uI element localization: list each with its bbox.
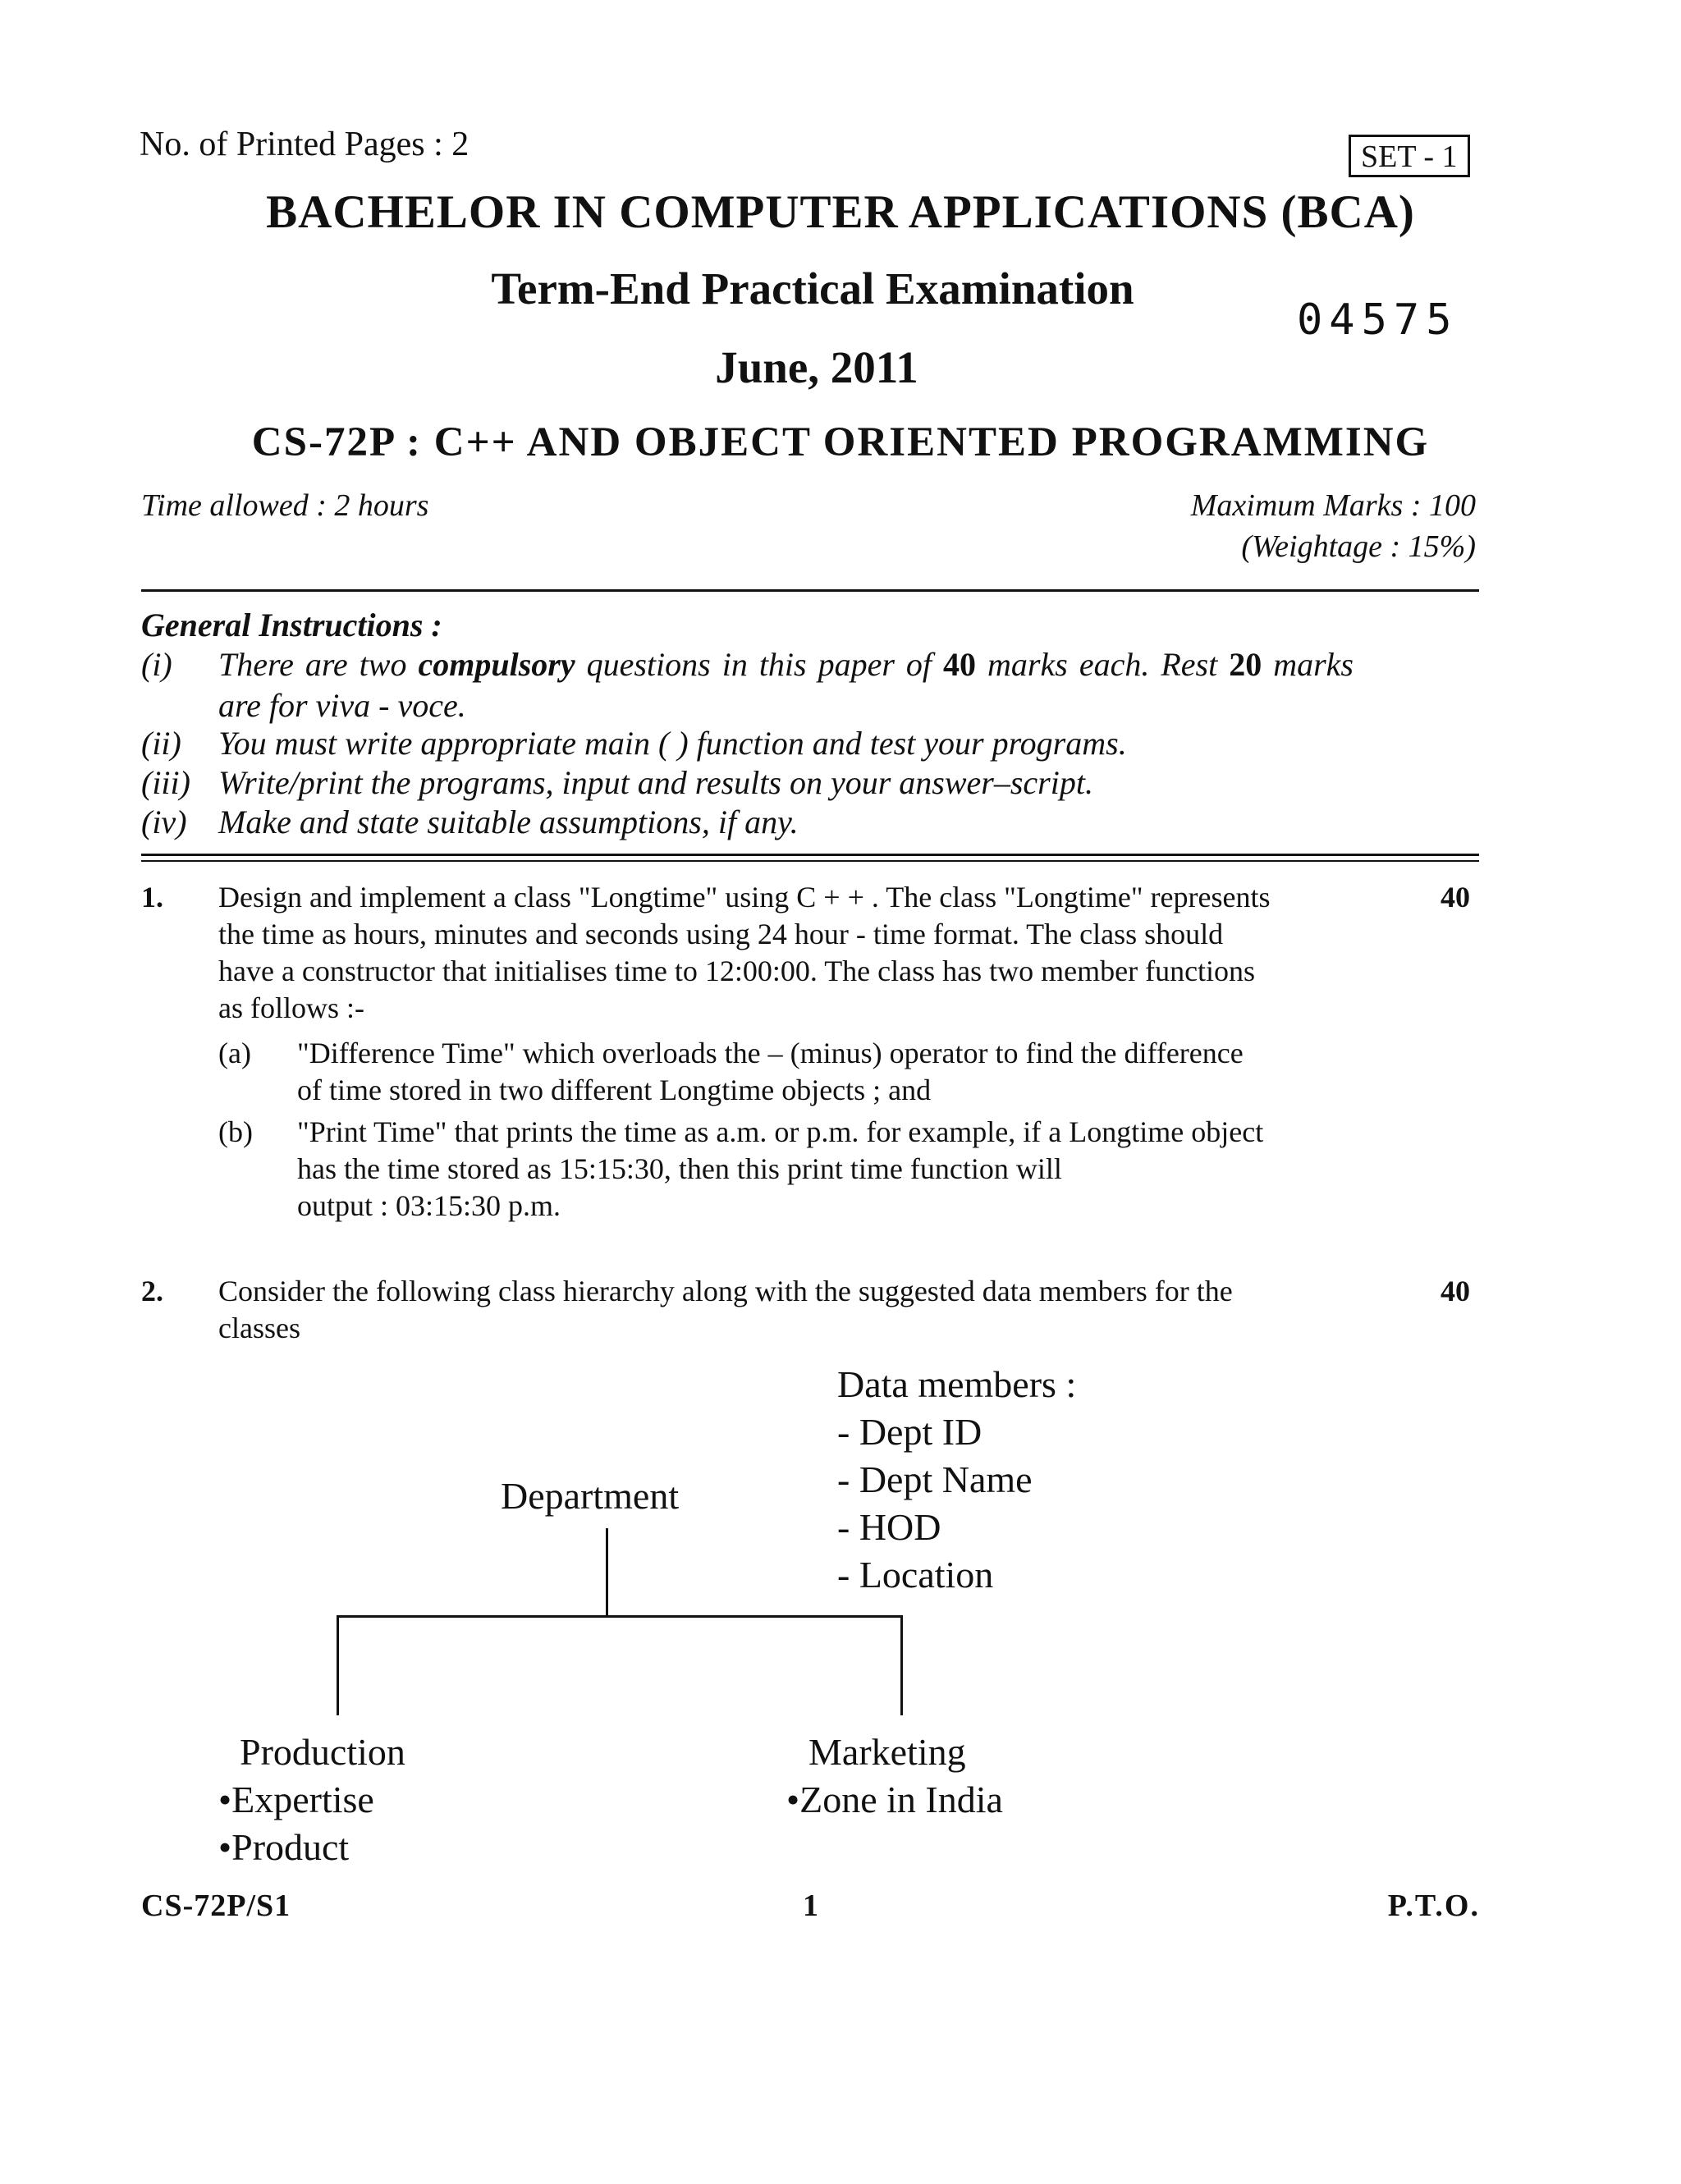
child-member-item: •Zone in India (786, 1779, 1003, 1820)
data-members-heading: Data members : (837, 1363, 1077, 1405)
connector-horizontal (337, 1615, 903, 1618)
question-line: the time as hours, minutes and seconds using 24 hour - time format. The class should (218, 918, 1224, 950)
instruction-number: (ii) (141, 725, 181, 762)
child-class-marketing: Marketing (808, 1731, 966, 1773)
part-line: "Print Time" that prints the time as a.m. or p.m. for example, if a Longtime object (297, 1115, 1264, 1148)
connector-root-vertical (606, 1528, 608, 1617)
question-line: Design and implement a class "Longtime" using C + + . The class "Longtime" represents (218, 881, 1271, 913)
part-line: has the time stored as 15:15:30, then this print time function will (297, 1152, 1062, 1185)
instruction-item: Write/print the programs, input and results on your answer–script. (218, 764, 1093, 801)
page-number: 1 (803, 1889, 818, 1923)
question-line: have a constructor that initialises time to 12:00:00. The class has two member functions (218, 955, 1256, 987)
instruction-text: marks each. Rest (976, 646, 1230, 683)
paper-code-number: 04575 (1297, 295, 1459, 345)
question-number: 2. (141, 1275, 163, 1307)
instruction-text: There are two (218, 646, 419, 683)
footer-code: CS-72P/S1 (141, 1889, 291, 1923)
child-class-production: Production (240, 1731, 405, 1773)
instruction-item (218, 645, 1354, 684)
part-label: (b) (218, 1115, 253, 1148)
instruction-text: marks (1262, 646, 1354, 683)
instruction-text: questions in this paper of (575, 646, 944, 683)
instruction-emphasis: 40 (943, 646, 977, 683)
divider-top (141, 589, 1479, 592)
question-number: 1. (141, 881, 163, 913)
maximum-marks: Maximum Marks : 100 (1190, 488, 1476, 523)
instruction-item: You must write appropriate main ( ) function and test your programs. (218, 725, 1127, 762)
instruction-emphasis: 20 (1229, 646, 1262, 683)
divider-double-bottom (141, 860, 1479, 862)
data-member-item: - HOD (837, 1506, 941, 1548)
instruction-number: (iv) (141, 804, 187, 840)
exam-title: Term-End Practical Examination (491, 263, 1134, 314)
child-member-item: •Expertise (218, 1779, 374, 1820)
connector-right-vertical (900, 1615, 903, 1715)
course-title: CS-72P : C++ AND OBJECT ORIENTED PROGRAMMING (251, 419, 1430, 465)
part-line: of time stored in two different Longtime objects ; and (297, 1074, 932, 1106)
part-label: (a) (218, 1037, 251, 1069)
question-line: as follows :- (218, 991, 364, 1024)
weightage: (Weightage : 15%) (1241, 529, 1476, 564)
question-line: classes (218, 1312, 300, 1344)
instruction-emphasis: compulsory (418, 646, 575, 683)
pto-label: P.T.O. (1387, 1889, 1480, 1923)
data-member-item: - Dept ID (837, 1411, 982, 1453)
instruction-item: Make and state suitable assumptions, if any. (218, 804, 799, 840)
part-line: output : 03:15:30 p.m. (297, 1189, 561, 1222)
printed-pages: No. of Printed Pages : 2 (140, 126, 469, 163)
question-marks: 40 (1441, 881, 1470, 913)
question-marks: 40 (1441, 1275, 1470, 1307)
data-member-item: - Dept Name (837, 1458, 1033, 1500)
divider-double-top (141, 854, 1479, 856)
instruction-number: (iii) (141, 764, 190, 801)
root-class-department: Department (501, 1475, 680, 1517)
instruction-continuation: are for viva - voce. (218, 687, 466, 724)
instructions-heading: General Instructions : (141, 607, 442, 643)
instruction-number: (i) (141, 646, 172, 683)
question-line: Consider the following class hierarchy along with the suggested data members for the (218, 1275, 1233, 1307)
exam-date: June, 2011 (715, 342, 918, 392)
program-title: BACHELOR IN COMPUTER APPLICATIONS (BCA) (266, 186, 1415, 238)
connector-left-vertical (337, 1615, 339, 1715)
time-allowed: Time allowed : 2 hours (141, 488, 429, 523)
part-line: "Difference Time" which overloads the – (minus) operator to find the difference (297, 1037, 1244, 1069)
child-member-item: •Product (218, 1826, 350, 1868)
data-member-item: - Location (837, 1554, 994, 1596)
set-label: SET - 1 (1349, 135, 1470, 177)
